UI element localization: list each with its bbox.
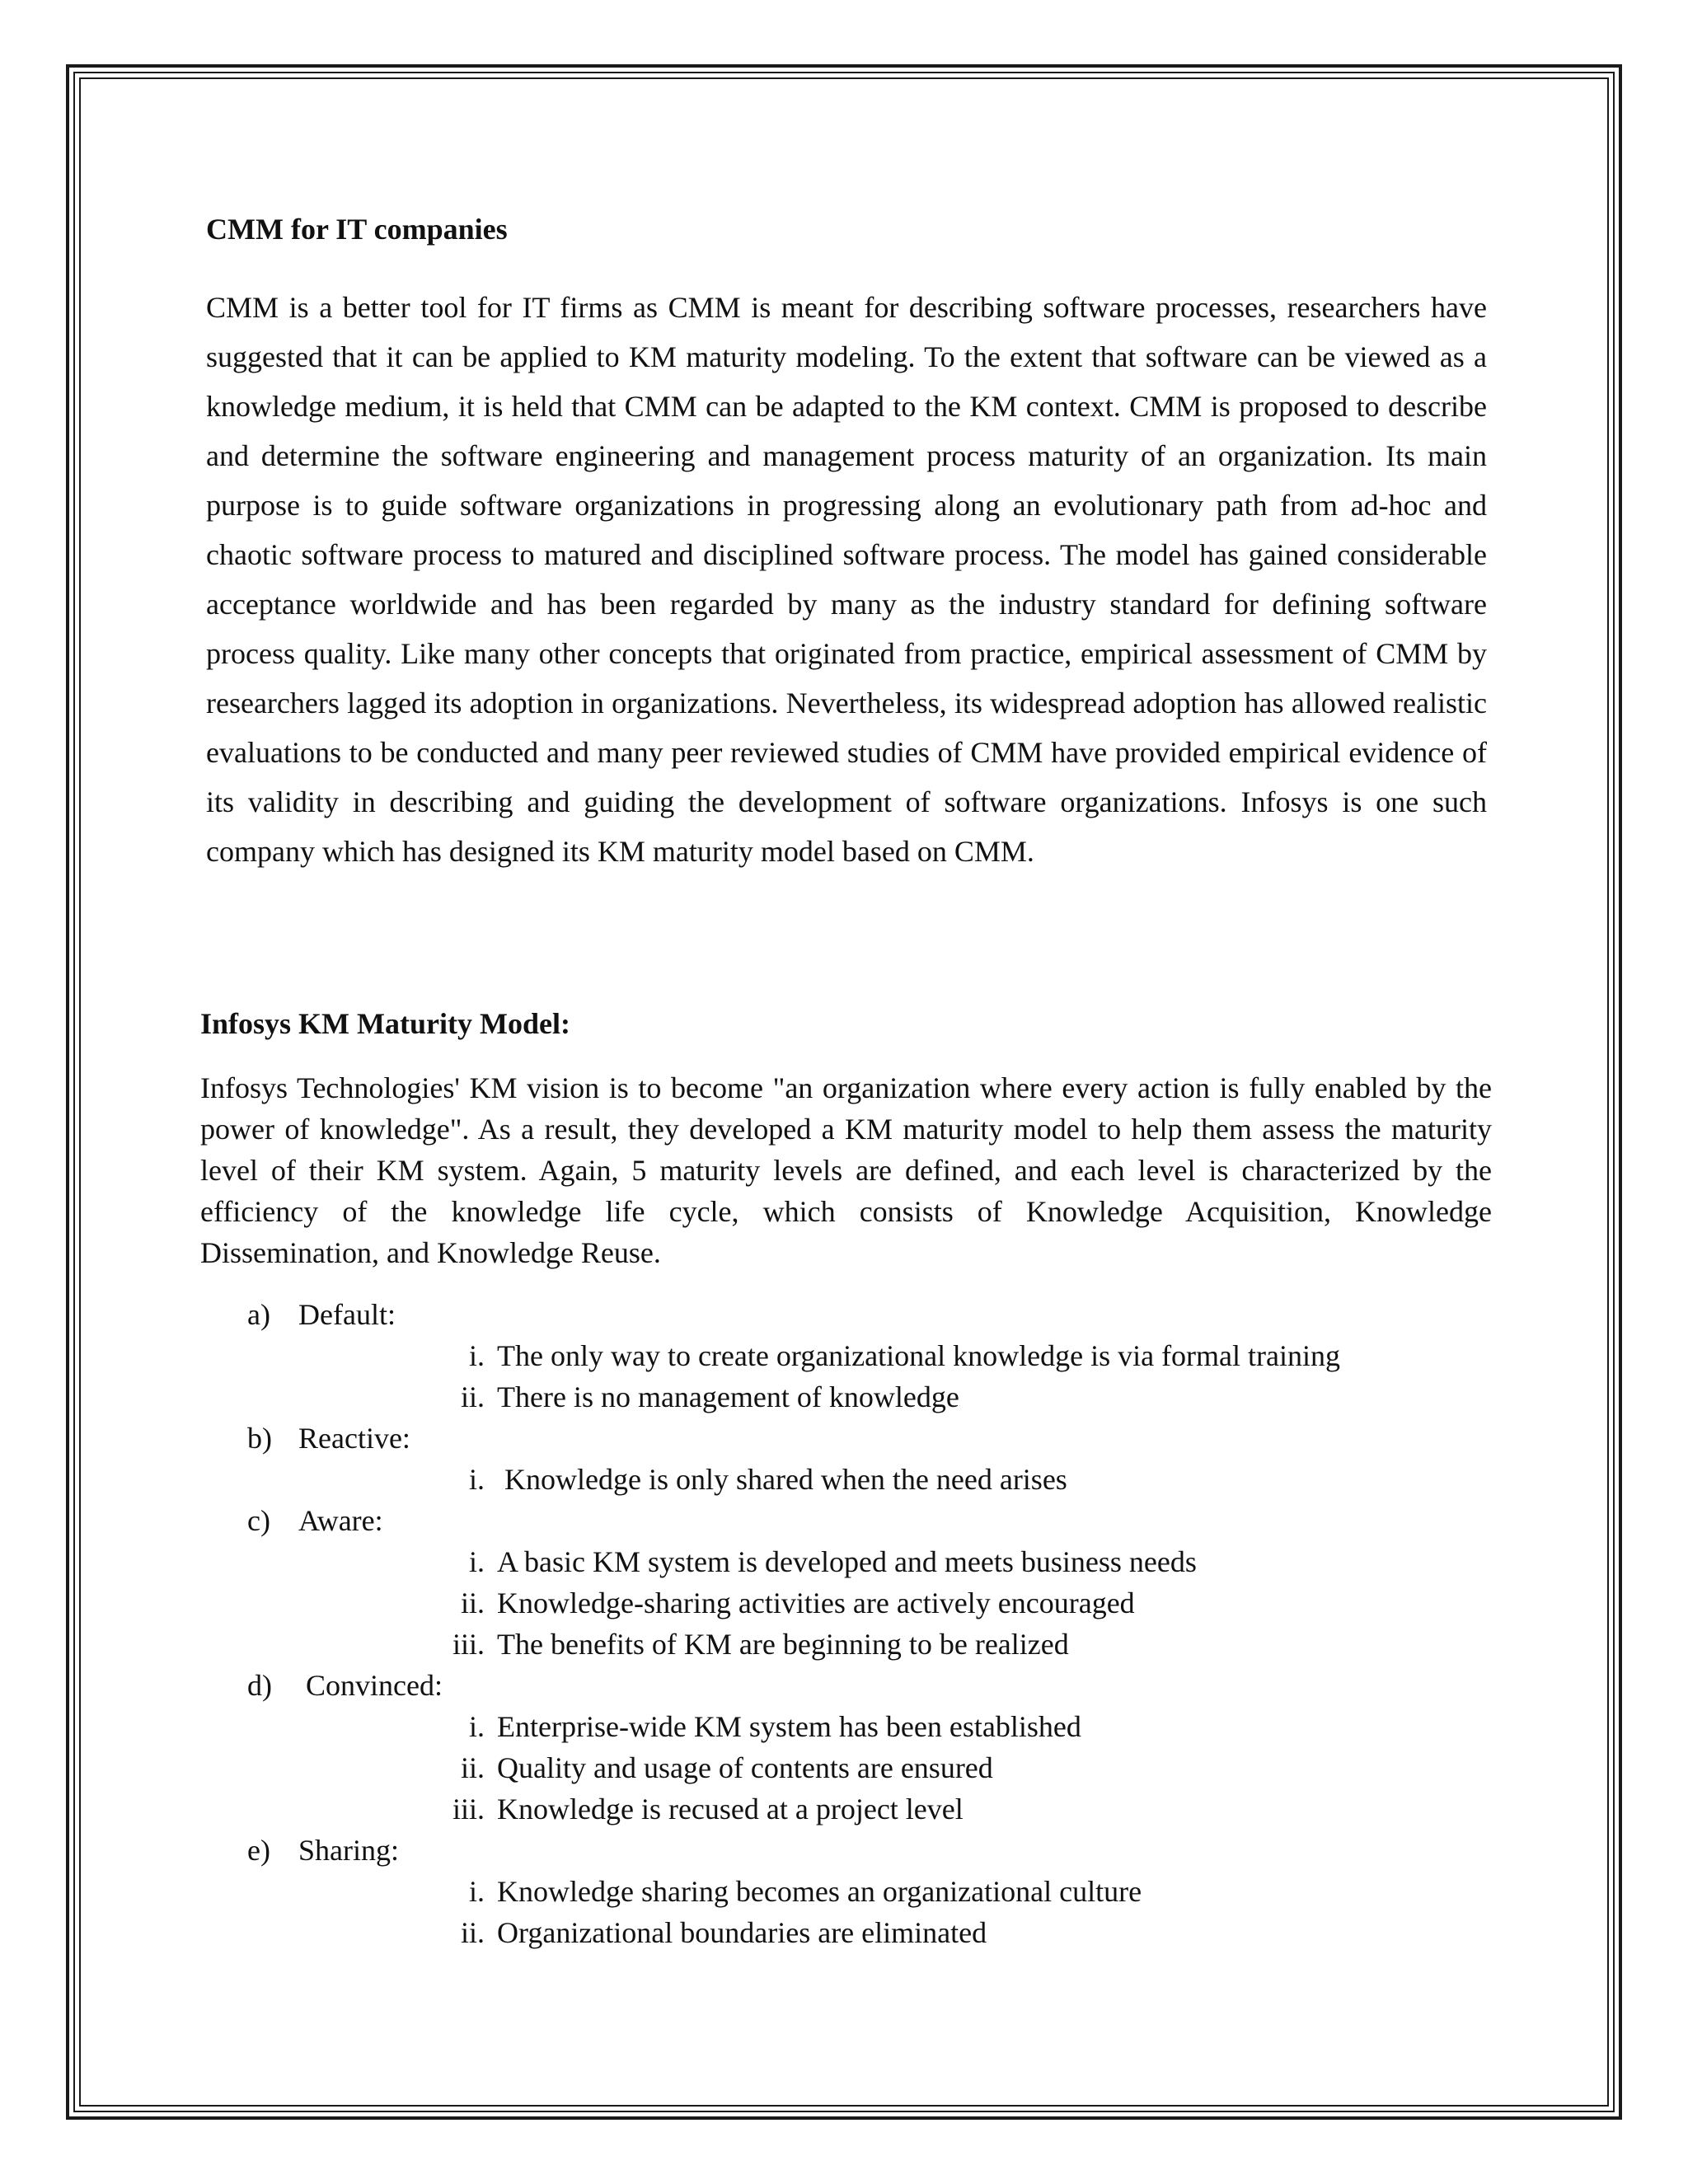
item-text: Knowledge is only shared when the need arises [497, 1463, 1067, 1496]
item-number: i. [468, 1545, 485, 1578]
level-marker: b) [247, 1422, 272, 1455]
maturity-level [0, 1830, 1688, 1871]
level-marker: d) [247, 1669, 272, 1702]
level-item [0, 1541, 1688, 1582]
level-marker: e) [247, 1834, 270, 1867]
item-text: Knowledge is recused at a project level [497, 1793, 964, 1825]
item-number: ii. [460, 1586, 485, 1619]
level-item [0, 1912, 1688, 1953]
item-text: There is no management of knowledge [497, 1380, 959, 1413]
level-marker: a) [247, 1298, 270, 1331]
item-text: Organizational boundaries are eliminated [497, 1916, 987, 1949]
item-number: ii. [460, 1380, 485, 1413]
maturity-level [0, 1500, 1688, 1541]
level-item [0, 1335, 1688, 1376]
level-item [0, 1871, 1688, 1912]
level-item [0, 1706, 1688, 1747]
maturity-level [0, 1665, 1688, 1706]
item-number: iii. [452, 1628, 485, 1661]
item-number: i. [468, 1463, 485, 1496]
item-text: Knowledge sharing becomes an organizational culture [497, 1875, 1142, 1908]
item-number: i. [468, 1710, 485, 1743]
cmm-section-paragraph: CMM is a better tool for IT firms as CMM is meant for describing software processes, researchers have suggested that it can be applied to KM maturity modeling. To the extent that software can be viewed as a knowledge medium, it is held that CMM can be adapted to the KM context. CMM is proposed to describe and determine the software engineering and management process maturity of an organization. Its main purpose is to guide software organizations in progressing along an evolutionary path from ad-hoc and chaotic software process to matured and disciplined software process. The model has gained considerable acceptance worldwide and has been regarded by many as the industry standard for defining software process quality. Like many other concepts that originated from practice, empirical assessment of CMM by researchers lagged its adoption in organizations. Nevertheless, its widespread adoption has allowed realistic evaluations to be conducted and many peer reviewed studies of CMM have provided empirical evidence of its validity in describing and guiding the development of software organizations. Infosys is one such company which has designed its KM maturity model based on CMM. [206, 291, 1487, 868]
maturity-level [0, 1418, 1688, 1459]
level-name: Reactive: [298, 1422, 410, 1455]
infosys-section-paragraph: Infosys Technologies' KM vision is to become "an organization where every action is fully enabled by the power of knowledge". As a result, they developed a KM maturity model to help them assess the maturity level of their KM system. Again, 5 maturity levels are defined, and each level is characterized by the efficiency of the knowledge life cycle, which consists of Knowledge Acquisition, Knowledge Dissemination, and Knowledge Reuse. [200, 1071, 1492, 1269]
level-item [0, 1624, 1688, 1665]
level-name: Sharing: [298, 1834, 399, 1867]
maturity-level [0, 1294, 1688, 1335]
item-text: Enterprise-wide KM system has been established [497, 1710, 1081, 1743]
cmm-section-heading: CMM for IT companies [206, 213, 508, 246]
item-text: Knowledge-sharing activities are actively encouraged [497, 1586, 1135, 1619]
item-number: ii. [460, 1751, 485, 1784]
level-item [0, 1582, 1688, 1624]
item-number: iii. [452, 1793, 485, 1825]
maturity-levels-list [0, 1294, 1688, 1953]
item-text: The only way to create organizational knowledge is via formal training [497, 1339, 1340, 1372]
item-text: A basic KM system is developed and meets business needs [497, 1545, 1197, 1578]
item-number: i. [468, 1339, 485, 1372]
item-number: ii. [460, 1916, 485, 1949]
level-item [0, 1747, 1688, 1788]
infosys-section-heading: Infosys KM Maturity Model: [200, 1007, 570, 1040]
level-name: Aware: [298, 1504, 383, 1537]
level-marker: c) [247, 1504, 270, 1537]
level-item [0, 1788, 1688, 1830]
item-text: Quality and usage of contents are ensured [497, 1751, 993, 1784]
level-name: Convinced: [298, 1669, 443, 1702]
level-item [0, 1459, 1688, 1500]
level-name: Default: [298, 1298, 396, 1331]
level-item [0, 1376, 1688, 1418]
item-text: The benefits of KM are beginning to be realized [497, 1628, 1069, 1661]
item-number: i. [468, 1875, 485, 1908]
